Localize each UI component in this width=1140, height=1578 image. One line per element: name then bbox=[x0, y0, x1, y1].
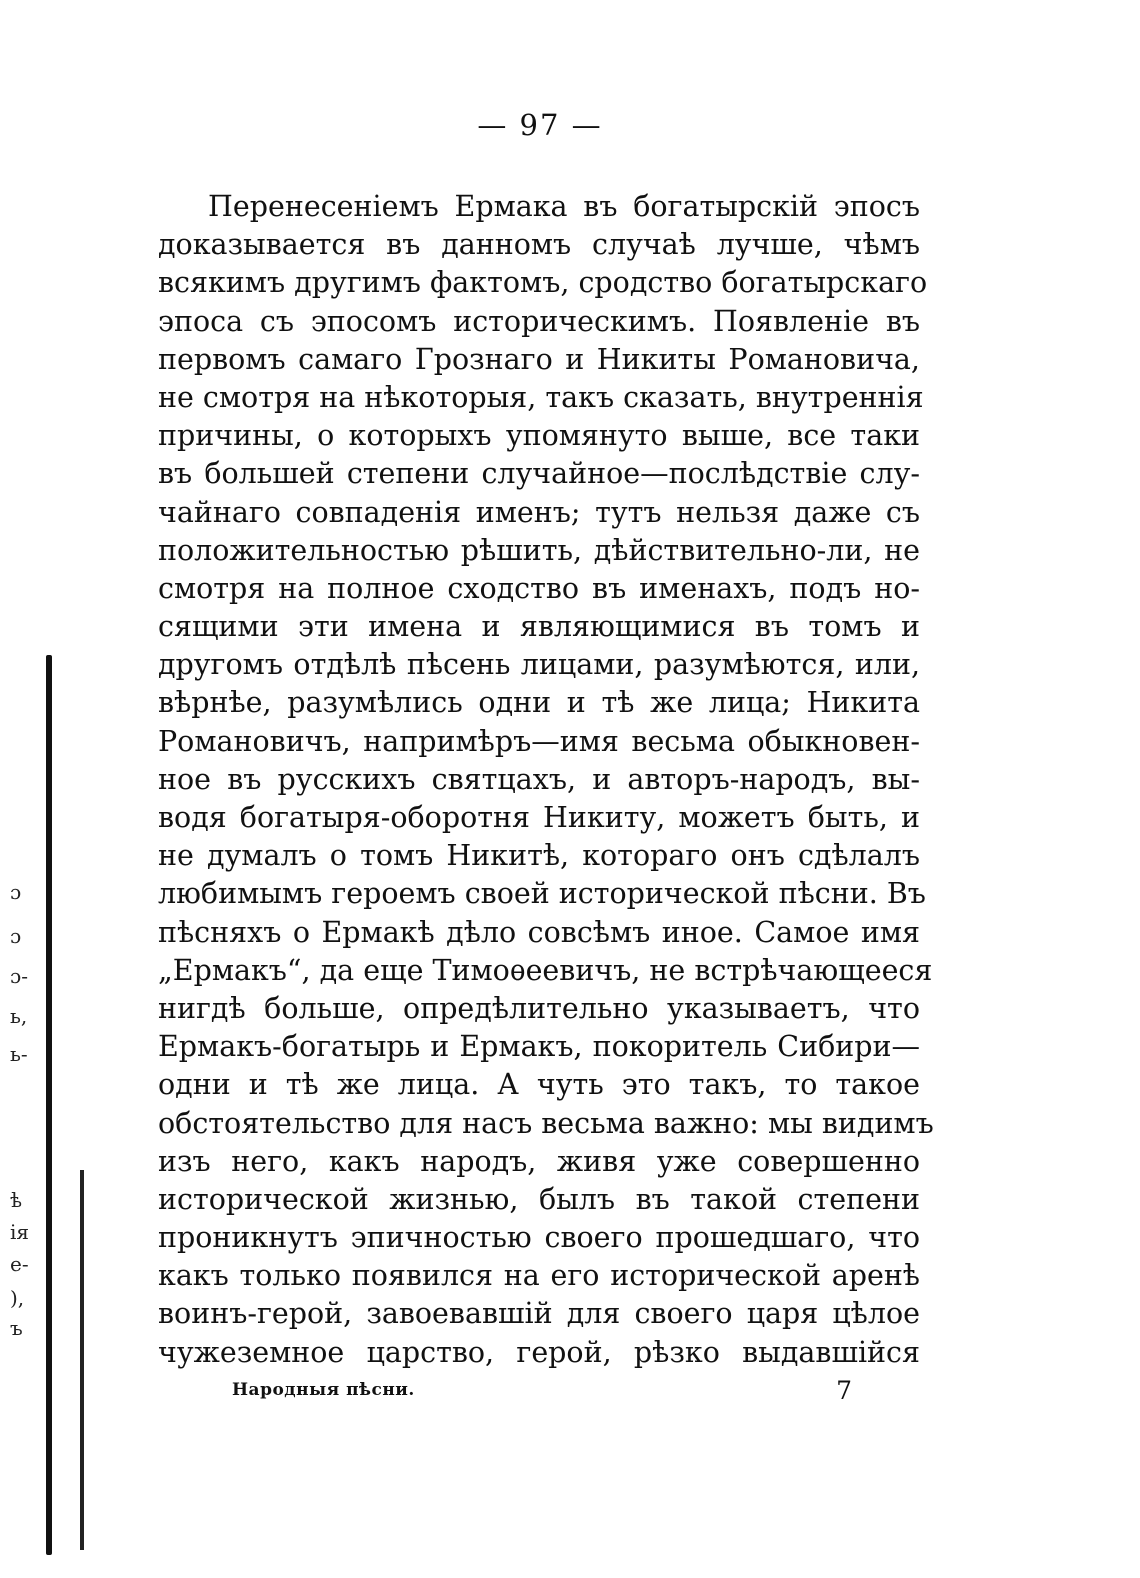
text-line: пѣсняхъ о Ермакѣ дѣло совсѣмъ иное. Самое имя bbox=[158, 915, 920, 949]
text-line: нигдѣ больше, опредѣлительно указываетъ, что bbox=[158, 991, 920, 1025]
bleed-fragment: е- bbox=[10, 1252, 29, 1276]
bleed-fragment: ɔ- bbox=[10, 964, 28, 988]
text-line: чайнаго совпаденія именъ; тутъ нельзя даже съ bbox=[158, 495, 920, 529]
text-line: сящими эти имена и являющимися въ томъ и bbox=[158, 610, 920, 644]
text-line: Ермакъ-богатырь и Ермакъ, покоритель Сибири— bbox=[158, 1030, 920, 1064]
text-line: ное въ русскихъ святцахъ, и авторъ-народъ, вы- bbox=[158, 762, 920, 796]
text-line: любимымъ героемъ своей исторической пѣсни. Въ bbox=[158, 877, 926, 911]
text-line: не думалъ о томъ Никитѣ, котораго онъ сдѣлалъ bbox=[158, 839, 920, 873]
text-line: чужеземное царство, герой, рѣзко выдавшійся bbox=[158, 1335, 920, 1369]
text-line: исторической жизнью, былъ въ такой степени bbox=[158, 1182, 920, 1216]
page-number: — 97 — bbox=[477, 108, 603, 142]
text-line: доказывается въ данномъ случаѣ лучше, чѣмъ bbox=[158, 228, 920, 262]
text-line: проникнутъ эпичностью своего прошедшаго, что bbox=[158, 1221, 920, 1255]
text-line: водя богатыря-оборотня Никиту, можетъ быть, и bbox=[158, 801, 920, 834]
bleed-fragment: ь, bbox=[10, 1004, 28, 1028]
bleed-fragment: ), bbox=[10, 1286, 25, 1310]
text-line: эпоса съ эпосомъ историческимъ. Появленіе въ bbox=[158, 304, 920, 338]
text-line: въ большей степени случайное—послѣдствіе слу- bbox=[158, 457, 920, 491]
bleed-fragment: ѣ bbox=[10, 1188, 23, 1212]
binding-gutter bbox=[0, 0, 110, 1578]
text-line: одни и тѣ же лица. А чуть это такъ, то такое bbox=[158, 1068, 920, 1102]
text-line: положительностью рѣшить, дѣйствительно-ли, не bbox=[158, 533, 920, 567]
text-line: не смотря на нѣкоторыя, такъ сказать, внутреннія bbox=[158, 380, 924, 414]
text-line: изъ него, какъ народъ, живя уже совершенно bbox=[158, 1144, 920, 1178]
footer-sheet-number: 7 bbox=[836, 1376, 852, 1405]
text-line: смотря на полное сходство въ именахъ, подъ но- bbox=[158, 571, 920, 605]
text-line: „Ермакъ“, да еще Тимоѳеевичъ, не встрѣчающееся bbox=[158, 953, 933, 987]
text-line: какъ только появился на его исторической аренѣ bbox=[158, 1259, 920, 1293]
binding-shadow-inner bbox=[80, 1170, 84, 1550]
binding-shadow bbox=[46, 655, 52, 1555]
bleed-fragment: ъ bbox=[10, 1316, 23, 1340]
page-footer bbox=[232, 1376, 852, 1406]
text-line: причины, о которыхъ упомянуто выше, все таки bbox=[158, 419, 920, 453]
text-line: первомъ самаго Грознаго и Никиты Романовича, bbox=[158, 342, 920, 376]
text-line: всякимъ другимъ фактомъ, сродство богатырскаго bbox=[158, 266, 928, 300]
body-text bbox=[158, 188, 934, 1372]
bleed-fragment: ь- bbox=[10, 1042, 28, 1066]
text-line: Романовичъ, напримѣръ—имя весьма обыкновен- bbox=[158, 724, 920, 758]
bleed-fragment: ія bbox=[10, 1220, 30, 1244]
bleed-fragment: ɔ bbox=[10, 924, 22, 948]
text-line: другомъ отдѣлѣ пѣсень лицами, разумѣются, или, bbox=[158, 648, 920, 682]
footer-signature: Народныя пѣсни. bbox=[232, 1380, 415, 1400]
bleed-fragment: ɔ bbox=[10, 880, 22, 904]
text-line: Перенесеніемъ Ермака въ богатырскій эпосъ bbox=[208, 190, 920, 223]
text-line: вѣрнѣе, разумѣлись одни и тѣ же лица; Никита bbox=[158, 686, 920, 720]
text-line: воинъ-герой, завоевавшій для своего царя цѣлое bbox=[158, 1297, 920, 1331]
text-line: обстоятельство для насъ весьма важно: мы видимъ bbox=[158, 1106, 934, 1140]
